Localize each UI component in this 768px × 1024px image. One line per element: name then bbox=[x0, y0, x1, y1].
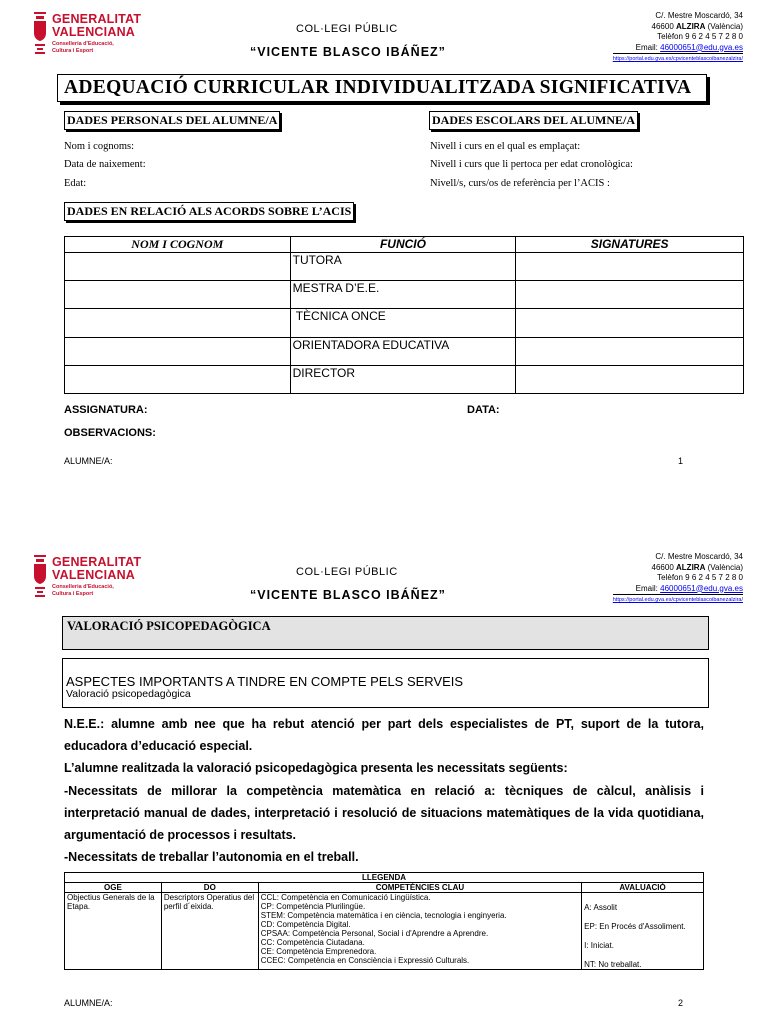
paragraph: N.E.E.: alumne amb nee que ha rebut atenció per part dels especialistes de PT, suport de la tutora, educadora d’educació especial. bbox=[64, 717, 704, 754]
field-birthdate: Data de naixement: bbox=[64, 159, 146, 170]
list-item: I: Iniciat. bbox=[584, 941, 614, 950]
signature-cell[interactable] bbox=[516, 281, 744, 309]
aspects-title: ASPECTES IMPORTANTS A TINDRE EN COMPTE PELS SERVEIS bbox=[66, 674, 464, 689]
list-item: EP: En Procés d'Assoliment. bbox=[584, 922, 686, 931]
page-number: 2 bbox=[678, 998, 684, 1008]
table-row bbox=[65, 366, 744, 394]
name-cell[interactable] bbox=[65, 281, 291, 309]
legend-header-do: DO bbox=[161, 883, 258, 893]
section-title: VALORACIÓ PSICOPEDAGÒGICA bbox=[67, 619, 271, 633]
school-address bbox=[553, 11, 743, 65]
school-address bbox=[553, 552, 743, 606]
role-cell: TÈCNICA ONCE bbox=[290, 309, 516, 338]
table-row bbox=[65, 253, 744, 281]
paragraph: L’alumne realitzada la valoració psicopedagògica presenta les necessitats següents: bbox=[64, 761, 568, 776]
list-item: CE: Competència Emprenedora. bbox=[260, 947, 377, 956]
paragraph: -Necessitats de treballar l’autonomia en el treball. bbox=[64, 850, 359, 865]
header-function: FUNCIÓ bbox=[290, 237, 516, 253]
logo-subtitle-line2: Cultura i Esport bbox=[52, 48, 94, 54]
table-row bbox=[65, 309, 744, 338]
address-city-line: 46600 ALZIRA (València) bbox=[651, 562, 743, 572]
aspects-subtitle: Valoració psicopedagògica bbox=[66, 688, 191, 700]
name-cell[interactable] bbox=[65, 338, 291, 366]
role-cell: MESTRA D’E.E. bbox=[290, 281, 516, 309]
coat-of-arms-icon bbox=[32, 553, 48, 603]
address-phone: Telèfon 9 6 2 4 5 7 2 8 0 bbox=[657, 32, 743, 41]
legend-oge-text: Objectius Generals de la Etapa. bbox=[65, 893, 162, 970]
field-age-level: Nivell i curs que li pertoca per edat cronològica: bbox=[430, 159, 633, 170]
role-cell: DIRECTOR bbox=[290, 366, 516, 394]
list-item: CD: Competència Digital. bbox=[260, 920, 351, 929]
address-street: C/. Mestre Moscardó, 34 bbox=[655, 552, 743, 561]
list-item: STEM: Competència matemàtica i en ciència, tecnologia i enginyeria. bbox=[260, 911, 507, 920]
table-header-row bbox=[65, 237, 744, 253]
school-type: COL·LEGI PÚBLIC bbox=[296, 566, 398, 578]
school-type: COL·LEGI PÚBLIC bbox=[296, 23, 398, 35]
assessment-text bbox=[64, 713, 704, 868]
signature-cell[interactable] bbox=[516, 338, 744, 366]
footer-student-label: ALUMNE/A: bbox=[64, 998, 113, 1008]
table-row bbox=[65, 281, 744, 309]
name-cell[interactable] bbox=[65, 253, 291, 281]
legend-table bbox=[64, 872, 704, 970]
address-city-line: 46600 ALZIRA (València) bbox=[651, 21, 743, 31]
legend-title: LLEGENDA bbox=[65, 873, 704, 883]
legend-competencies-list bbox=[258, 893, 581, 970]
email-link[interactable]: 46000651@edu.gva.es bbox=[660, 583, 743, 593]
legend-do-text: Descriptors Operatius del perfil d´eixida. bbox=[161, 893, 258, 970]
document-title: ADEQUACIÓ CURRICULAR INDIVIDUALITZADA SIGNIFICATIVA bbox=[64, 77, 692, 98]
header-signatures: SIGNATURES bbox=[516, 237, 744, 253]
agreements-heading: DADES EN RELACIÓ ALS ACORDS SOBRE L’ACIS bbox=[64, 202, 354, 221]
signature-cell[interactable] bbox=[516, 309, 744, 338]
field-age: Edat: bbox=[64, 178, 87, 189]
agreements-table bbox=[64, 236, 744, 394]
address-street: C/. Mestre Moscardó, 34 bbox=[655, 11, 743, 20]
logo-subtitle-line1: Conselleria d'Educació, bbox=[52, 584, 114, 590]
legend-header-oge: OGE bbox=[65, 883, 162, 893]
field-name: Nom i cognoms: bbox=[64, 141, 134, 152]
document-title-box bbox=[57, 74, 707, 102]
list-item: CP: Competència Plurilingüe. bbox=[260, 902, 366, 911]
table-row bbox=[65, 338, 744, 366]
role-cell: TUTORA bbox=[290, 253, 516, 281]
generalitat-logo bbox=[32, 10, 152, 60]
subject-label: ASSIGNATURA: bbox=[64, 404, 148, 416]
list-item: A: Assolit bbox=[584, 903, 618, 912]
name-cell[interactable] bbox=[65, 366, 291, 394]
field-current-level: Nivell i curs en el qual es emplaçat: bbox=[430, 141, 581, 152]
logo-subtitle-line1: Conselleria d'Educació, bbox=[52, 41, 114, 47]
legend-header-competencies: COMPETÈNCIES CLAU bbox=[258, 883, 581, 893]
page-number: 1 bbox=[678, 456, 684, 466]
date-label: DATA: bbox=[467, 404, 500, 416]
list-item: CPSAA: Competència Personal, Social i d'Aprendre a Aprendre. bbox=[260, 929, 489, 938]
legend-evaluation-list bbox=[582, 893, 704, 970]
school-data-heading: DADES ESCOLARS DEL ALUMNE/A bbox=[429, 111, 638, 130]
list-item: CC: Competència Ciutadana. bbox=[260, 938, 365, 947]
signature-cell[interactable] bbox=[516, 366, 744, 394]
address-email: Email: 46000651@edu.gva.es bbox=[635, 42, 743, 52]
footer-student-label: ALUMNE/A: bbox=[64, 456, 113, 466]
list-item: NT: No treballat. bbox=[584, 960, 642, 969]
school-name: “VICENTE BLASCO IBÁÑEZ” bbox=[250, 45, 446, 59]
header-name: NOM I COGNOM bbox=[65, 237, 291, 253]
list-item: CCEC: Competència en Consciència i Expressió Culturals. bbox=[260, 956, 470, 965]
field-reference-level: Nivell/s, curs/os de referència per l’ACIS : bbox=[430, 178, 610, 189]
address-phone: Telèfon 9 6 2 4 5 7 2 8 0 bbox=[657, 573, 743, 582]
generalitat-logo bbox=[32, 553, 152, 603]
logo-subtitle-line2: Cultura i Esport bbox=[52, 591, 94, 597]
legend-header-evaluation: AVALUACIÓ bbox=[582, 883, 704, 893]
school-name: “VICENTE BLASCO IBÁÑEZ” bbox=[250, 588, 446, 602]
logo-text-line2: VALENCIANA bbox=[52, 25, 136, 39]
logo-text-line2: VALENCIANA bbox=[52, 568, 136, 582]
coat-of-arms-icon bbox=[32, 10, 48, 60]
observations-label: OBSERVACIONS: bbox=[64, 427, 156, 439]
list-item: CCL: Competència en Comunicació Lingüística. bbox=[260, 893, 431, 902]
address-email: Email: 46000651@edu.gva.es bbox=[635, 583, 743, 593]
aspects-box bbox=[62, 658, 709, 708]
logo-text-line1: GENERALITAT bbox=[52, 12, 142, 26]
paragraph: -Necessitats de millorar la competència matemàtica en relació a: tècniques de càlcul, anàlisis i interpretació manual de dades, interpretació i resolució de situacions matemàtiques de la vida quotidiana, argumentació de processos i resultats. bbox=[64, 783, 704, 843]
signature-cell[interactable] bbox=[516, 253, 744, 281]
personal-data-heading: DADES PERSONALS DEL ALUMNE/A bbox=[64, 111, 280, 130]
email-link[interactable]: 46000651@edu.gva.es bbox=[660, 42, 743, 52]
role-cell: ORIENTADORA EDUCATIVA bbox=[290, 338, 516, 366]
logo-text-line1: GENERALITAT bbox=[52, 555, 142, 569]
name-cell[interactable] bbox=[65, 309, 291, 338]
website-link[interactable]: https://portal.edu.gva.es/cpvicenteblascoibanezalzira/ bbox=[613, 53, 743, 65]
website-link[interactable]: https://portal.edu.gva.es/cpvicenteblascoibanezalzira/ bbox=[613, 594, 743, 606]
psychopedagogical-section-box bbox=[62, 616, 709, 650]
